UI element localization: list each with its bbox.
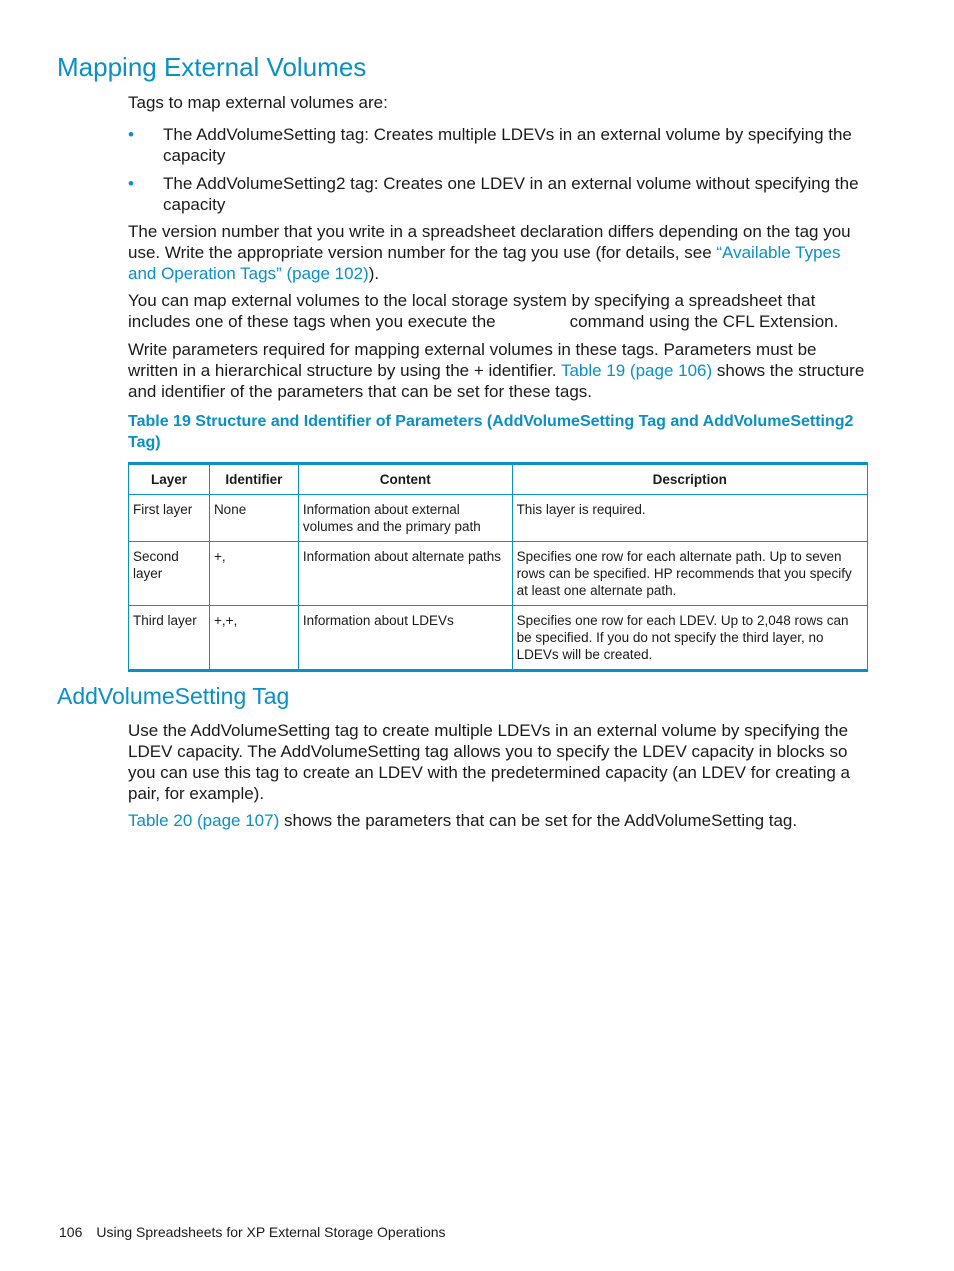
bullet-icon: • [128, 125, 134, 144]
list-item-text: The AddVolumeSetting tag: Creates multiple LDEVs in an external volume by specifying the capacity [163, 125, 852, 165]
column-header-layer: Layer [129, 464, 210, 495]
column-header-description: Description [512, 464, 867, 495]
table-row [129, 495, 868, 542]
table-cell: First layer [129, 495, 210, 542]
page-number: 106 [59, 1224, 83, 1240]
footer-text: Using Spreadsheets for XP External Storage Operations [96, 1224, 446, 1240]
table-row [129, 542, 868, 606]
paragraph-text: The version number that you write in a spreadsheet declaration differs depending on the tag you use. Write the appropriate version number for the tag you use (for details, see [128, 222, 851, 262]
list-item-text: The AddVolumeSetting2 tag: Creates one LDEV in an external volume without specifying the capacity [163, 174, 859, 214]
version-paragraph [128, 221, 870, 284]
table-cell: Information about alternate paths [298, 542, 512, 606]
paragraph-text: ). [368, 264, 380, 283]
paragraph-text: shows the parameters that can be set for the AddVolumeSetting tag. [279, 811, 798, 830]
table-cell: Specifies one row for each LDEV. Up to 2,048 rows can be specified. If you do not specify the third layer, no LDEVs will be created. [512, 606, 867, 671]
table-header-row [129, 464, 868, 495]
table-cell: +,+, [209, 606, 298, 671]
table-20-link[interactable]: Table 20 (page 107) [128, 811, 280, 830]
section-title-mapping-external-volumes: Mapping External Volumes [57, 52, 367, 82]
table-20-paragraph [128, 810, 870, 831]
available-types-link[interactable]: “Available Types and Operation Tags” (page 102) [128, 243, 841, 283]
table-cell: +, [209, 542, 298, 606]
paragraph-text: command using the CFL Extension. [569, 312, 839, 331]
table-row [129, 606, 868, 671]
paragraph-text: You can map external volumes to the local storage system by specifying a spreadsheet that includes one of these tags when you execute the [128, 291, 816, 331]
bullet-icon: • [128, 174, 134, 193]
table-cell: Third layer [129, 606, 210, 671]
page-footer [59, 1223, 446, 1241]
paragraph-text: shows the structure and identifier of the parameters that can be set for these tags. [128, 361, 865, 401]
parameters-paragraph [128, 339, 870, 402]
table-cell: This layer is required. [512, 495, 867, 542]
column-header-content: Content [298, 464, 512, 495]
section-title-addvolumesetting-tag: AddVolumeSetting Tag [57, 683, 290, 709]
table-19-link[interactable]: Table 19 (page 106) [560, 361, 713, 380]
table-caption: Table 19 Structure and Identifier of Parameters (AddVolumeSetting Tag and AddVolumeSetting2 Tag) [128, 413, 854, 451]
intro-text: Tags to map external volumes are: [128, 93, 388, 112]
parameters-table [128, 462, 868, 672]
paragraph-text: Write parameters required for mapping external volumes in these tags. Parameters must be written in a hierarchical structure by using the + identifier. [128, 340, 817, 380]
table-cell: Specifies one row for each alternate path. Up to seven rows can be specified. HP recommends that you specify at least one alternate path. [512, 542, 867, 606]
table-cell: Information about LDEVs [298, 606, 512, 671]
column-header-identifier: Identifier [209, 464, 298, 495]
table-cell: None [209, 495, 298, 542]
addvolumesetting-paragraph: Use the AddVolumeSetting tag to create multiple LDEVs in an external volume by specifying the LDEV capacity. The AddVolumeSetting tag allows you to specify the LDEV capacity in blocks so you can use this tag to create an LDEV with the predetermined capacity (an LDEV for creating a pair, for example). [128, 721, 850, 803]
table-cell: Second layer [129, 542, 210, 606]
mapping-paragraph [128, 290, 870, 332]
table-cell: Information about external volumes and the primary path [298, 495, 512, 542]
